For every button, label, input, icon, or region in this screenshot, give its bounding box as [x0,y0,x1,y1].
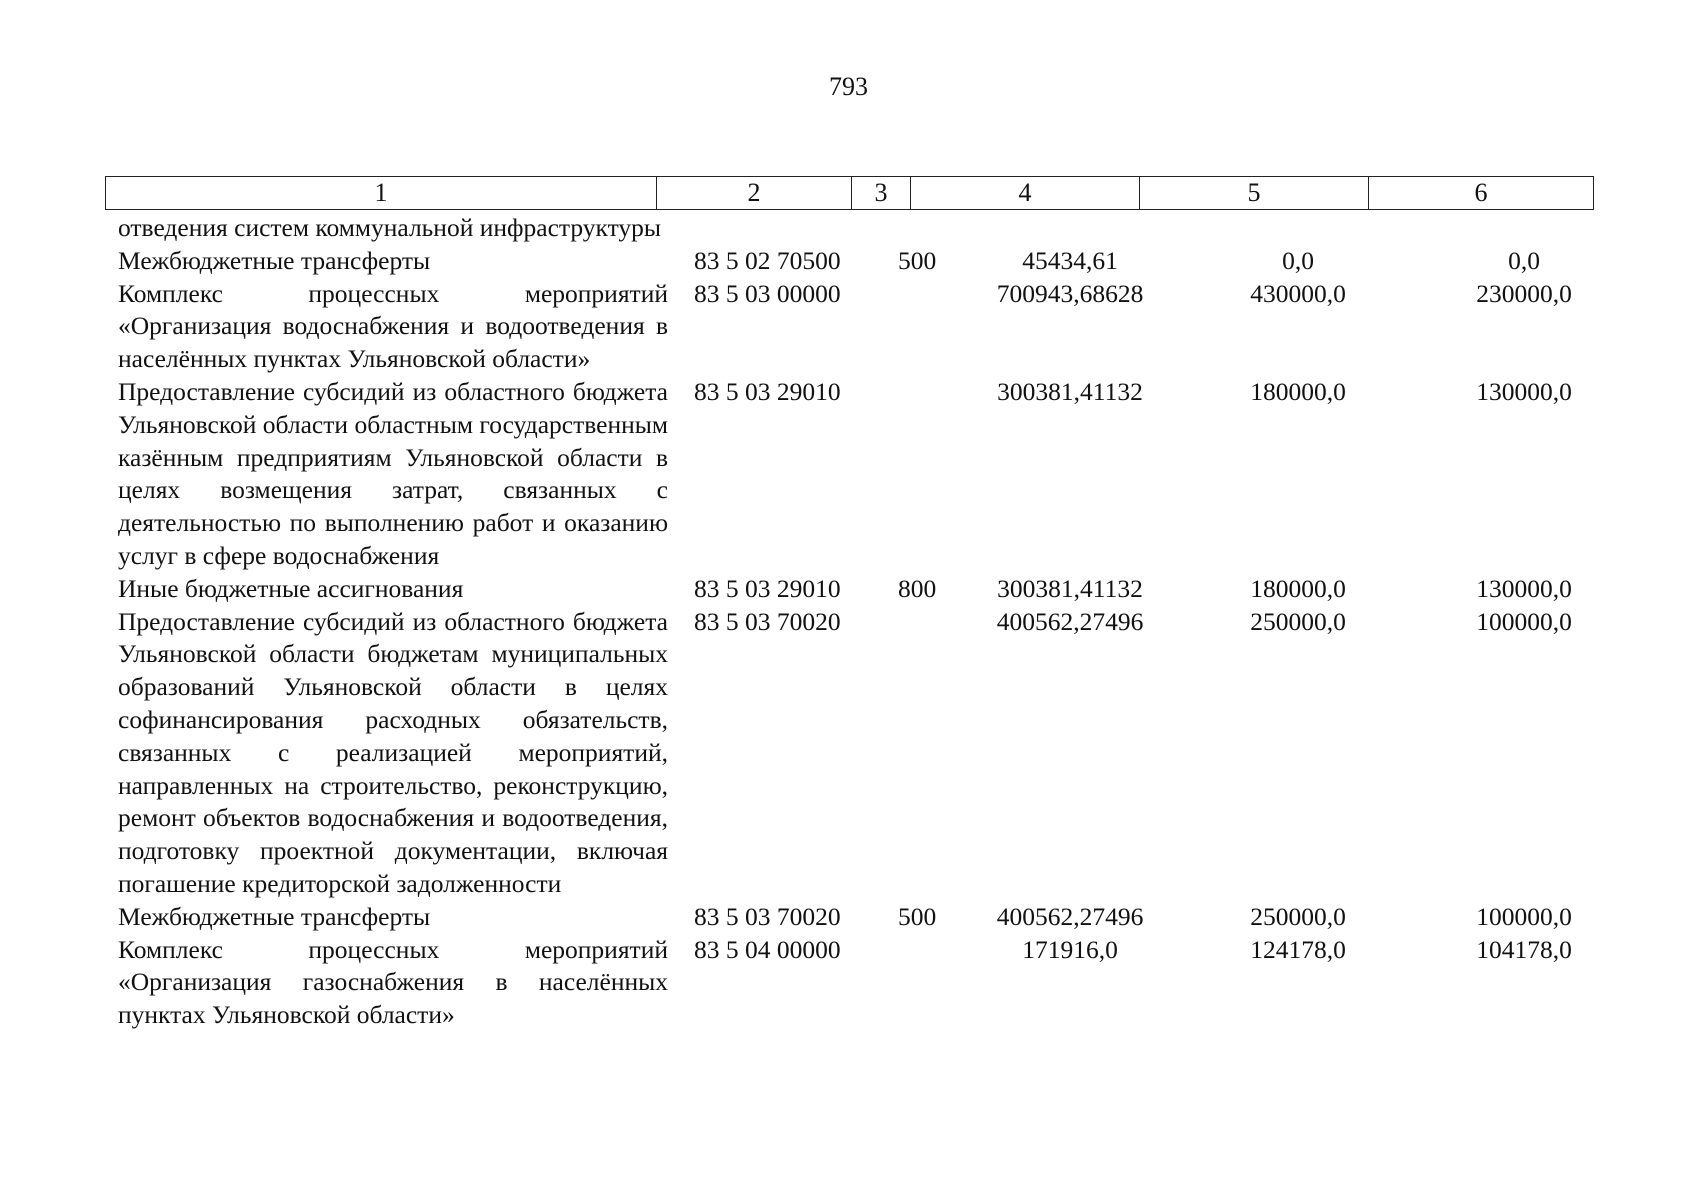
row-name: Комплекс процессных мероприятий «Организация водоснабжения и водоотведения в населённых пунктах Ульяновской области» [118,278,668,374]
row-value-5: 250000,0 [1250,606,1346,636]
row-value-4: 171916,0 [1022,934,1118,964]
row-type [888,212,956,245]
row-name: отведения систем коммунальной инфраструктуры [118,213,662,242]
row-value-6: 100000,0 [1476,901,1572,931]
table-row [105,573,1636,606]
row-value-5: 430000,0 [1250,278,1346,308]
table-row [105,606,1636,901]
row-value-4: 300381,41132 [997,573,1143,603]
row-name: Предоставление субсидий из областного бюджета Ульяновской области бюджетам муниципальных образований Ульяновской области в целях софинансирования расходных обязательств, связанных с реализацией мероприятий, направленных на строительство, реконструкцию, ремонт объектов водоснабжения и водоотведения, подготовку проектной документации, включая погашение кредиторской задолженности [118,606,668,898]
row-name: Межбюджетные трансферты [118,901,431,931]
header-col-5: 5 [1140,177,1369,210]
row-code: 83 5 03 00000 [694,278,841,308]
row-value-6: 104178,0 [1476,934,1572,964]
header-col-3: 3 [852,177,911,210]
row-value-6: 230000,0 [1476,278,1572,308]
table-row [105,901,1636,934]
row-name: Межбюджетные трансферты [118,245,431,275]
row-value-5: 250000,0 [1250,901,1346,931]
row-name: Иные бюджетные ассигнования [118,573,464,603]
row-value-6: 130000,0 [1476,376,1572,406]
row-code: 83 5 03 29010 [694,573,841,603]
header-col-2: 2 [657,177,852,210]
row-value-6: 130000,0 [1476,573,1572,603]
header-row [106,177,1594,210]
row-type [888,376,956,573]
row-code: 83 5 02 70500 [694,245,841,275]
row-code: 83 5 03 70020 [694,901,841,931]
row-value-6: 100000,0 [1476,606,1572,636]
row-value-5: 0,0 [1282,245,1314,275]
row-name: Комплекс процессных мероприятий «Организация газоснабжения в населённых пунктах Ульяновской области» [118,934,668,1030]
table-row [105,245,1636,278]
table-row [105,278,1636,376]
row-value-5: 124178,0 [1250,934,1346,964]
row-code: 83 5 03 29010 [694,376,841,406]
row-value-4: 45434,61 [1022,245,1118,275]
row-type: 500 [898,245,937,275]
table-row [105,934,1636,1032]
row-code [678,212,888,245]
page-number: 793 [829,72,868,101]
row-type [888,934,956,1032]
row-type [888,606,956,901]
row-type: 500 [898,901,937,931]
row-value-6 [1412,212,1636,245]
row-value-4: 300381,41132 [997,376,1143,406]
row-code: 83 5 03 70020 [694,606,841,636]
row-code: 83 5 04 00000 [694,934,841,964]
header-col-4: 4 [911,177,1140,210]
row-value-6: 0,0 [1508,245,1540,275]
row-value-5: 180000,0 [1250,376,1346,406]
row-value-4: 400562,27496 [996,606,1144,636]
table-row [105,212,1636,245]
row-value-4: 400562,27496 [996,901,1144,931]
row-type: 800 [898,573,937,603]
row-value-5 [1184,212,1412,245]
row-name: Предоставление субсидий из областного бюджета Ульяновской области областным государственным казённым предприятиям Ульяновской области в целях возмещения затрат, связанных с деятельностью по выполнению работ и оказанию услуг в сфере водоснабжения [118,376,668,570]
header-col-6: 6 [1369,177,1594,210]
row-value-4: 700943,68628 [996,278,1144,308]
table-header [105,176,1594,210]
row-type [888,278,956,376]
table-row [105,376,1636,573]
row-value-5: 180000,0 [1250,573,1346,603]
header-col-1: 1 [106,177,657,210]
budget-table [105,212,1636,1032]
row-value-4 [956,212,1184,245]
